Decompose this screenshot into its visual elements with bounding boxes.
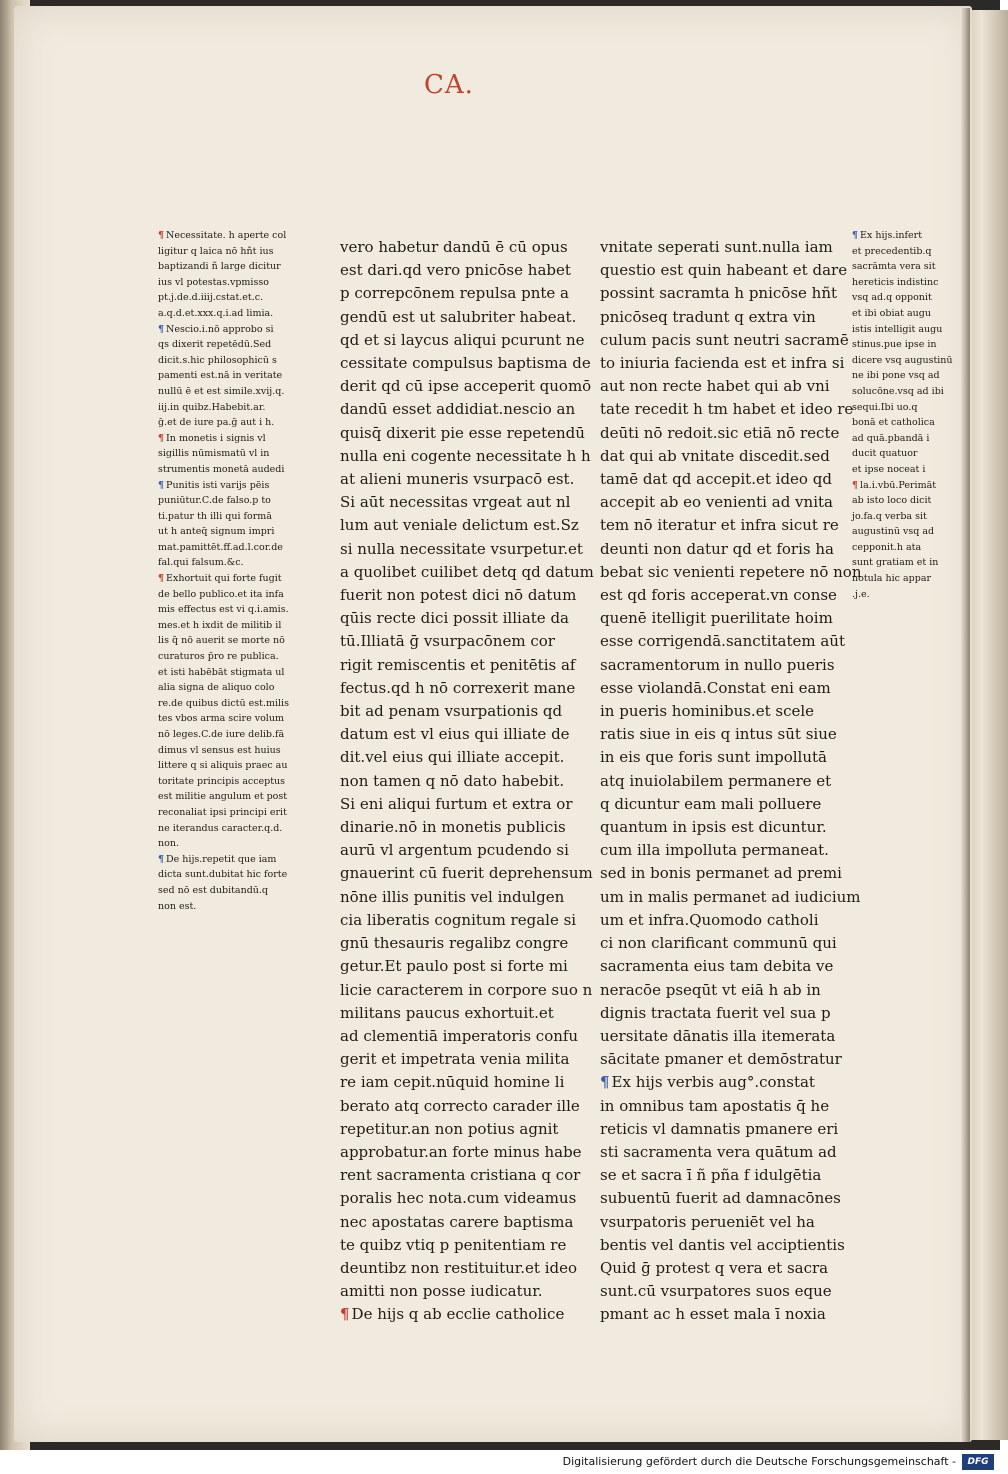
gloss-line: ut h anteq̄ signum impri	[158, 526, 275, 538]
gloss-line: mes.et h ixdit de militib il	[158, 619, 282, 631]
gloss-line: sed nō est dubitandū.q	[158, 884, 269, 896]
text-line: tate recedit h tm habet et ideo re	[600, 400, 854, 419]
text-line: in pueris hominibus.et scele	[600, 702, 815, 721]
text-line: dat qui ab vnitate discedit.sed	[600, 446, 830, 465]
text-line: gerit et impetrata venia milita	[340, 1050, 570, 1069]
text-line: tū.Illiatā ḡ vsurpacōnem cor	[340, 632, 555, 651]
text-line: questio est quin habeant et dare	[600, 261, 848, 280]
gloss-line: curaturos p̄ro re publica.	[158, 651, 279, 663]
footer-bar	[0, 1450, 1000, 1474]
gloss-line: istis intelligit augu	[852, 323, 943, 335]
text-line: p correpcōnem repulsa pnte a	[340, 284, 569, 303]
gloss-line: ligitur q laica nō hñt ius	[158, 245, 274, 257]
gloss-line: cepponit.h ata	[852, 541, 922, 553]
gloss-line	[158, 571, 310, 587]
line-text: Ex hijs.infert	[860, 230, 923, 241]
gloss-line: bonā et catholica	[852, 417, 935, 429]
line-text: Exhortuit qui forte fugit	[166, 573, 282, 585]
text-line: sacramenta eius tam debita ve	[600, 957, 834, 976]
gloss-line: ius vl potestas.vpmisso	[158, 276, 269, 288]
text-line: tem nō iteratur et infra sicut re	[600, 516, 839, 535]
text-line: dignis tractata fuerit vel sua p	[600, 1003, 831, 1022]
main-text-column-left	[340, 236, 594, 1327]
text-line: vero habetur dandū ē cū opus	[340, 238, 568, 256]
gloss-line: re.de quibus dictū est.milis	[158, 697, 289, 709]
text-line: ad clementiā imperatoris confu	[340, 1026, 579, 1045]
left-gloss-column	[158, 228, 310, 914]
text-line: fectus.qd h nō correxerit mane	[340, 678, 576, 697]
gloss-line: non.	[158, 838, 179, 850]
rubric-paragraph-mark: ¶	[158, 573, 165, 585]
line-text: In monetis i signis vl	[166, 432, 266, 444]
text-line: re iam cepit.nūquid homine li	[340, 1073, 565, 1092]
text-line	[600, 1071, 830, 1094]
gloss-line: et ipse noceat i	[852, 463, 926, 475]
text-line: a quolibet cuilibet detq qd datum	[340, 562, 594, 581]
text-line: deuntibz non restituitur.et ideo	[340, 1258, 578, 1277]
gloss-line: ne iterandus caracter.q.d.	[158, 822, 283, 834]
rubric-paragraph-mark: ¶	[158, 323, 165, 335]
text-line: getur.Et paulo post si forte mi	[340, 957, 568, 976]
line-text: De hijs.repetit que iam	[166, 853, 277, 865]
gloss-line: hereticis indistinc	[852, 276, 939, 288]
text-line: sācitate pmaner et demōstratur	[600, 1050, 842, 1069]
text-line: reticis vl damnatis pmanere eri	[600, 1119, 839, 1138]
text-line: se et sacra ī ñ pña f idulgētia	[600, 1166, 822, 1185]
gloss-line: nō leges.C.de iure delib.fā	[158, 729, 285, 740]
gloss-line: dicere vsq augustinū	[852, 354, 953, 366]
text-line: rigit remiscentis et penitētis af	[340, 655, 576, 674]
gloss-line: solucōne.vsq ad ibi	[852, 385, 944, 397]
funding-credit: Digitalisierung gefördert durch die Deutsche Forschungsgemeinschaft -	[562, 1455, 956, 1468]
text-line: Quid ḡ protest q vera et sacra	[600, 1258, 829, 1277]
text-line: Si eni aliqui furtum et extra or	[340, 794, 573, 813]
text-line: esse violandā.Constat eni eam	[600, 678, 831, 697]
text-line: quenē itelligit puerilitate hoim	[600, 609, 833, 628]
facing-page-edge	[968, 10, 1008, 1440]
text-line: cessitate compulsus baptisma de	[340, 354, 591, 373]
gloss-line	[158, 322, 310, 338]
text-line: possint sacramta h pnicōse hñt	[600, 284, 838, 303]
gloss-line: sigillis nūmismatū vl in	[158, 448, 270, 460]
gloss-line: a.q.d.et.xxx.q.i.ad limia.	[158, 307, 274, 319]
text-line: to iniuria facienda est et infra si	[600, 354, 845, 373]
gloss-line: ad quā.pbandā i	[852, 432, 930, 444]
text-line: um in malis permanet ad iudicium	[600, 887, 861, 906]
gloss-line: qs dixerit repetēdū.Sed	[158, 339, 272, 351]
gloss-line: de bello publico.et ita infa	[158, 588, 284, 600]
text-line: tamē dat qd accepit.et ideo qd	[600, 470, 832, 489]
gloss-line: dicit.s.hic philosophicū s	[158, 354, 277, 366]
gloss-line: strumentis monetā audedi	[158, 463, 285, 475]
text-line: approbatur.an forte minus habe	[340, 1142, 582, 1161]
gloss-line: mis effectus est vi q.i.amis.	[158, 604, 289, 616]
text-line: est dari.qd vero pnicōse habet	[340, 261, 571, 280]
gloss-line: ḡ.et de iure pa.ḡ aut i h.	[158, 417, 275, 429]
rubric-paragraph-mark: ¶	[340, 1305, 350, 1324]
gloss-line: dicta sunt.dubitat hic forte	[158, 869, 288, 881]
text-line: bit ad penam vsurpationis qd	[340, 702, 563, 721]
gloss-line: toritate principis acceptus	[158, 775, 286, 787]
text-line: lum aut veniale delictum est.Sz	[340, 516, 579, 535]
text-line: ratis siue in eis q intus sūt siue	[600, 725, 837, 744]
line-text: Necessitate. h aperte col	[166, 230, 287, 241]
gloss-line: jo.fa.q verba sit	[852, 510, 927, 522]
gloss-line: et ibi obiat augu	[852, 307, 931, 319]
line-text: De hijs q ab ecclie catholice	[351, 1305, 565, 1324]
text-line: neracōe pseqūt vt eiā h ab in	[600, 980, 821, 999]
text-line: fuerit non potest dici nō datum	[340, 586, 577, 605]
text-line: sunt.cū vsurpatores suos eque	[600, 1282, 832, 1301]
line-text: Punitis isti varijs pēis	[166, 479, 270, 491]
text-line: culum pacis sunt neutri sacramē	[600, 330, 849, 349]
text-line: te quibz vtiq p penitentiam re	[340, 1235, 567, 1254]
gloss-line	[158, 852, 310, 868]
text-line: militans paucus exhortuit.et	[340, 1003, 554, 1022]
gloss-line: lis q̄ nō auerit se morte nō	[158, 635, 285, 647]
text-line: vsurpatoris perueniēt vel ha	[600, 1212, 815, 1231]
text-line: vnitate seperati sunt.nulla iam	[600, 238, 833, 256]
text-line: sacramentorum in nullo pueris	[600, 655, 835, 674]
text-line: sed in bonis permanet ad premi	[600, 864, 842, 883]
gloss-line: ti.patur th illi qui formā	[158, 510, 272, 522]
text-line: nec apostatas carere baptisma	[340, 1212, 574, 1231]
text-line: gnauerint cū fuerit deprehensum	[340, 864, 593, 883]
text-line: deunti non datur qd et foris ha	[600, 539, 834, 558]
gloss-line	[852, 228, 958, 244]
gloss-line	[158, 478, 310, 494]
text-line: bentis vel dantis vel acciptientis	[600, 1235, 845, 1254]
line-text: Ex hijs verbis aug°.constat	[611, 1073, 815, 1092]
text-line: dandū esset addidiat.nescio an	[340, 400, 576, 419]
text-line: si nulla necessitate vsurpetur.et	[340, 539, 583, 558]
text-line: datum est vl eius qui illiate de	[340, 725, 570, 744]
text-line: gendū est ut salubriter habeat.	[340, 307, 577, 326]
text-line: rent sacramenta cristiana q cor	[340, 1166, 581, 1185]
text-line: cum illa impolluta permaneat.	[600, 841, 829, 860]
gloss-line: mat.pamittēt.ff.ad.l.cor.de	[158, 541, 283, 553]
text-line: nōne illis punitis vel indulgen	[340, 887, 565, 906]
page-fold-shadow	[960, 8, 970, 1442]
text-line: sti sacramenta vera quātum ad	[600, 1142, 837, 1161]
text-line: aurū vl argentum pcudendo si	[340, 841, 569, 860]
gloss-line	[158, 228, 310, 244]
text-line: pmant ac h esset mala ī noxia	[600, 1305, 826, 1324]
text-line: nulla eni cogente necessitate h h	[340, 446, 591, 465]
right-gloss-column	[852, 228, 958, 602]
gloss-line: littere q si aliquis praec au	[158, 760, 288, 772]
gloss-line: et precedentib.q	[852, 245, 932, 257]
gloss-line: tes vbos arma scire volum	[158, 713, 284, 725]
text-line: Si aūt necessitas vrgeat aut nl	[340, 493, 571, 512]
gloss-line: augustinū vsq ad	[852, 526, 935, 538]
text-line: qd et si laycus aliqui pcurunt ne	[340, 330, 585, 349]
rubric-paragraph-mark: ¶	[158, 853, 165, 865]
gloss-line: pamenti est.nā in veritate	[158, 370, 283, 382]
gloss-line: pt.j.de.d.iiij.cstat.et.c.	[158, 292, 264, 304]
gloss-line: reconaliat ipsi principi erit	[158, 806, 287, 818]
line-text: Nescio.i.nō approbo si	[166, 323, 274, 335]
text-line: q dicuntur eam mali polluere	[600, 794, 822, 813]
gloss-line: nullū ē et est simile.xvij.q.	[158, 385, 285, 397]
rubric-paragraph-mark: ¶	[852, 479, 859, 491]
text-line: gnū thesauris regalibz congre	[340, 934, 569, 953]
text-line: est qd foris acceperat.vn conse	[600, 586, 837, 605]
gloss-line	[158, 431, 310, 447]
text-line: repetitur.an non potius agnit	[340, 1119, 559, 1138]
gloss-line: fal.qui falsum.&c.	[158, 557, 244, 569]
gloss-line: puniūtur.C.de falso.p to	[158, 495, 271, 507]
gloss-line: baptizandi ñ large dicitur	[158, 261, 281, 273]
rubric-paragraph-mark: ¶	[600, 1073, 610, 1092]
text-line: esse corrigendā.sanctitatem aūt	[600, 632, 845, 651]
text-line: amitti non posse iudicatur.	[340, 1282, 543, 1301]
gloss-line: sacrāmta vera sit	[852, 261, 936, 273]
text-line: in eis que foris sunt impollutā	[600, 748, 827, 767]
text-line: um et infra.Quomodo catholi	[600, 910, 819, 929]
text-line: aut non recte habet qui ab vni	[600, 377, 830, 396]
text-line: non tamen q nō dato habebit.	[340, 771, 565, 790]
gloss-line: iij.in quibz.Habebit.ar.	[158, 401, 266, 413]
rubric-paragraph-mark: ¶	[158, 432, 165, 444]
text-line: at alieni muneris vsurpacō est.	[340, 470, 575, 489]
text-line: licie caracterem in corpore suo n	[340, 980, 593, 999]
page-signature-mark: CA.	[424, 70, 474, 100]
rubric-paragraph-mark: ¶	[158, 230, 165, 241]
text-line	[340, 1303, 570, 1326]
text-line: atq inuiolabilem permanere et	[600, 771, 832, 790]
dfg-logo: DFG	[962, 1454, 994, 1470]
gloss-line	[852, 478, 958, 494]
text-line: dit.vel eius qui illiate accepit.	[340, 748, 565, 767]
gloss-line: vsq ad.q opponit	[852, 292, 932, 304]
gloss-line: dimus vl sensus est huius	[158, 744, 281, 756]
gloss-line: ab isto loco dicit	[852, 495, 932, 507]
text-line: pnicōseq tradunt q extra vin	[600, 307, 816, 326]
line-text: la.i.vbū.Perimāt	[860, 479, 937, 491]
text-line: quantum in ipsis est dicuntur.	[600, 818, 827, 837]
text-line: bebat sic venienti repetere nō non	[600, 562, 862, 581]
text-line: subuentū fuerit ad damnacōnes	[600, 1189, 841, 1208]
gloss-line: ne ibi pone vsq ad	[852, 370, 940, 382]
gloss-line: non est.	[158, 900, 197, 912]
gloss-line: .j.e.	[852, 588, 870, 600]
gloss-line: notula hic appar	[852, 573, 932, 585]
gloss-line: stinus.pue ipse in	[852, 339, 937, 351]
rubric-paragraph-mark: ¶	[852, 230, 859, 241]
text-line: deūti nō redoit.sic etiā nō recte	[600, 423, 840, 442]
gloss-line: alia signa de aliquo colo	[158, 682, 275, 694]
text-line: dinarie.nō in monetis publicis	[340, 818, 566, 837]
text-line: poralis hec nota.cum videamus	[340, 1189, 577, 1208]
text-line: derit qd cū ipse acceperit quomō	[340, 377, 592, 396]
text-line: uersitate dānatis illa itemerata	[600, 1026, 836, 1045]
text-line: in omnibus tam apostatis q̄ he	[600, 1096, 830, 1115]
rubric-paragraph-mark: ¶	[158, 479, 165, 491]
gloss-line: sunt gratiam et in	[852, 557, 939, 569]
gloss-line: et isti habēbāt stigmata ul	[158, 666, 285, 678]
text-line: quisq̄ dixerit pie esse repetendū	[340, 423, 585, 442]
gloss-line: est militie angulum et post	[158, 791, 288, 803]
gloss-line: sequi.Ibi uo.q	[852, 401, 918, 413]
text-line: qūis recte dici possit illiate da	[340, 609, 569, 628]
text-line: berato atq correcto carader ille	[340, 1096, 580, 1115]
gloss-line: ducit quatuor	[852, 448, 918, 460]
text-line: cia liberatis cognitum regale si	[340, 910, 577, 929]
text-line: accepit ab eo venienti ad vnita	[600, 493, 833, 512]
text-line: ci non clarificant communū qui	[600, 934, 837, 953]
